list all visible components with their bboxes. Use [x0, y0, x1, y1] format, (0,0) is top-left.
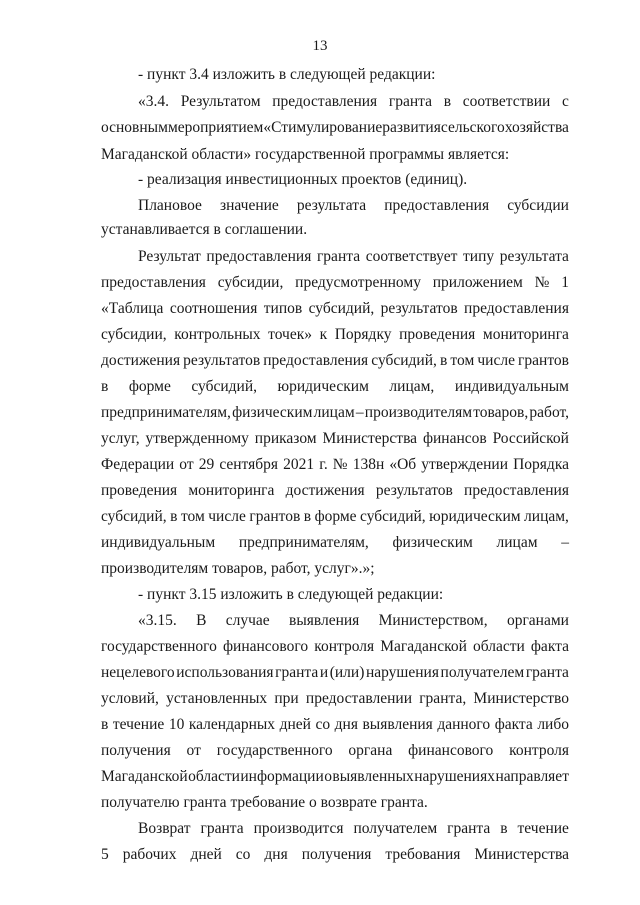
- word: грантов: [249, 508, 301, 525]
- word: государственного: [101, 638, 217, 655]
- word: (или): [329, 664, 365, 681]
- word: 138н: [352, 456, 385, 473]
- word: о: [324, 768, 332, 785]
- word: органа: [348, 742, 393, 759]
- word: –: [355, 404, 364, 421]
- word: финансового: [223, 638, 309, 655]
- text-line: - пункт 3.15 изложить в следующей редакции:: [138, 586, 444, 603]
- word: результатов: [380, 300, 458, 317]
- text-line: получателю гранта требование о возврате гранта.: [101, 794, 428, 811]
- text-line: Магаданской области» государственной программы является:: [101, 146, 510, 163]
- word: Возврат: [138, 820, 191, 837]
- word: товаров,: [473, 404, 529, 421]
- word: результата: [296, 197, 367, 214]
- word: работ,: [529, 404, 569, 421]
- word: значение: [219, 197, 279, 214]
- text-line: [101, 457, 569, 473]
- word: нарушения: [365, 664, 439, 681]
- word: области: [472, 638, 525, 655]
- text-line: [138, 613, 569, 629]
- word: субсидии,: [217, 274, 284, 291]
- word: в: [440, 352, 448, 369]
- word: Федерации: [101, 456, 175, 473]
- word: юридическим: [429, 508, 521, 525]
- word: В: [196, 612, 207, 629]
- word: гранта: [388, 93, 432, 110]
- word: условий,: [101, 690, 159, 707]
- word: финансового: [408, 742, 494, 759]
- word: форме: [314, 508, 357, 525]
- word: «Об: [389, 456, 417, 473]
- word: сентября: [219, 456, 279, 473]
- word: Результатом: [180, 93, 261, 110]
- word: рабочих: [122, 846, 177, 863]
- text-line: [101, 769, 569, 785]
- word: числе: [208, 508, 246, 525]
- word: течение: [112, 716, 165, 733]
- word: в: [303, 508, 312, 525]
- page-number: 13: [312, 38, 328, 54]
- text-line: [101, 717, 569, 733]
- word: утверждении: [421, 456, 509, 473]
- word: дня: [264, 846, 288, 863]
- word: требования: [385, 846, 461, 863]
- word: от: [186, 742, 201, 759]
- word: получения: [301, 846, 372, 863]
- text-line: [138, 94, 569, 110]
- word: субсидий,: [371, 352, 437, 369]
- text-line: [138, 821, 569, 837]
- word: со: [235, 846, 251, 863]
- word: том: [180, 508, 205, 525]
- word: предоставления: [464, 300, 569, 317]
- word: субсидий,: [101, 508, 167, 525]
- word: календарных: [188, 716, 276, 733]
- text-line: [101, 275, 569, 291]
- word: предоставления: [272, 93, 378, 110]
- word: предоставлении: [305, 690, 412, 707]
- word: предпринимателям,: [238, 534, 369, 551]
- text-line: [138, 198, 569, 214]
- word: предоставления: [101, 274, 206, 291]
- word: нецелевого: [101, 664, 175, 681]
- text-line: [101, 691, 569, 707]
- word: субсидии: [507, 197, 569, 214]
- word: физическим: [392, 534, 473, 551]
- word: в: [170, 508, 178, 525]
- word: получателем: [440, 664, 525, 681]
- text-line: [101, 120, 569, 136]
- word: услуг,: [101, 430, 140, 447]
- word: проведения: [101, 482, 178, 499]
- word: форме: [128, 378, 171, 395]
- text-line: [101, 301, 569, 317]
- word: индивидуальным: [101, 534, 216, 551]
- word: №: [534, 274, 550, 291]
- word: утвержденному: [145, 430, 249, 447]
- text-line: [101, 665, 569, 681]
- word: развития: [382, 119, 441, 136]
- word: от: [179, 456, 194, 473]
- word: типов: [263, 300, 303, 317]
- word: мероприятием: [167, 119, 264, 136]
- word: в: [500, 820, 508, 837]
- word: Плановое: [138, 197, 202, 214]
- word: в: [101, 378, 109, 395]
- word: грантов: [518, 352, 569, 369]
- word: 5: [101, 846, 109, 863]
- word: хозяйства: [504, 119, 569, 136]
- word: результата: [499, 248, 569, 265]
- word: производится: [253, 820, 344, 837]
- word: результатов: [375, 482, 453, 499]
- word: индивидуальным: [454, 378, 569, 395]
- word: Российской: [492, 430, 569, 447]
- word: предоставления: [464, 482, 569, 499]
- word: Министерством,: [378, 612, 488, 629]
- word: области: [188, 768, 240, 785]
- word: лицам,: [389, 378, 435, 395]
- word: типу: [463, 248, 495, 265]
- word: лицам: [313, 404, 355, 421]
- word: приложением: [432, 274, 523, 291]
- word: выявления: [289, 612, 360, 629]
- word: 2021: [283, 456, 315, 473]
- text-line: [101, 431, 569, 447]
- word: органами: [506, 612, 569, 629]
- word: гранта: [200, 820, 244, 837]
- word: выявления: [362, 716, 433, 733]
- word: производителям: [364, 404, 473, 421]
- word: №: [332, 456, 348, 473]
- text-line: [101, 483, 569, 499]
- word: контроля: [509, 742, 569, 759]
- word: проведения: [399, 326, 476, 343]
- word: установленных: [166, 690, 268, 707]
- word: в: [443, 93, 452, 110]
- word: Порядку: [334, 326, 392, 343]
- word: субсидий,: [360, 508, 426, 525]
- word: Министерства: [474, 846, 569, 863]
- word: использования: [176, 664, 274, 681]
- word: «Стимулирование: [263, 119, 383, 136]
- word: либо: [537, 716, 569, 733]
- word: соотношения: [169, 300, 258, 317]
- word: юридическим: [277, 378, 369, 395]
- word: том: [450, 352, 475, 369]
- word: финансов: [422, 430, 487, 447]
- word: получения: [101, 742, 171, 759]
- word: в: [101, 716, 109, 733]
- word: Магаданской: [101, 768, 188, 785]
- word: Результат: [138, 248, 201, 265]
- word: данного: [437, 716, 491, 733]
- word: Министерство: [473, 690, 569, 707]
- word: предоставления: [263, 352, 369, 369]
- text-line: [101, 405, 569, 421]
- word: субсидии,: [101, 326, 167, 343]
- word: «3.4.: [138, 93, 169, 110]
- word: Министерства: [322, 430, 418, 447]
- word: лицам,: [524, 508, 569, 525]
- word: контроля: [314, 638, 375, 655]
- word: предоставления: [206, 248, 312, 265]
- text-line: [101, 639, 569, 655]
- word: физическим: [232, 404, 313, 421]
- word: контрольных: [174, 326, 261, 343]
- text-line: производителям товаров, работ, услуг».»;: [101, 560, 375, 577]
- word: предоставления: [384, 197, 490, 214]
- word: приказом: [254, 430, 317, 447]
- word: «3.15.: [138, 612, 177, 629]
- word: субсидий,: [308, 300, 375, 317]
- text-line: устанавливается в соглашении.: [101, 221, 308, 238]
- word: дней: [279, 716, 311, 733]
- word: Порядка: [513, 456, 569, 473]
- text-line: - пункт 3.4 изложить в следующей редакции:: [138, 66, 436, 83]
- word: г.: [319, 456, 328, 473]
- word: нарушениях: [414, 768, 495, 785]
- word: соответствует: [365, 248, 458, 265]
- word: случае: [225, 612, 270, 629]
- word: выявленных: [332, 768, 414, 785]
- word: результатов: [183, 352, 261, 369]
- word: дня: [334, 716, 358, 733]
- word: мониторинга: [482, 326, 569, 343]
- text-line: - реализация инвестиционных проектов (единиц).: [138, 171, 468, 188]
- word: получателем: [353, 820, 438, 837]
- word: государственного: [216, 742, 333, 759]
- word: факта: [494, 716, 533, 733]
- word: достижения: [101, 352, 181, 369]
- word: 29: [198, 456, 215, 473]
- word: мониторинга: [188, 482, 275, 499]
- text-line: [101, 509, 569, 525]
- word: точек»: [268, 326, 313, 343]
- word: при: [274, 690, 299, 707]
- word: гранта: [316, 248, 361, 265]
- word: к: [319, 326, 328, 343]
- word: предпринимателям,: [101, 404, 231, 421]
- word: сельского: [440, 119, 505, 136]
- word: факта: [530, 638, 569, 655]
- text-line: [101, 535, 569, 551]
- text-line: [101, 327, 569, 343]
- word: гранта: [275, 664, 319, 681]
- word: направляет: [495, 768, 569, 785]
- text-line: [101, 379, 569, 395]
- word: Магаданской: [380, 638, 467, 655]
- word: информации: [240, 768, 324, 785]
- text-line: [101, 847, 569, 863]
- word: гранта,: [419, 690, 467, 707]
- text-line: [138, 249, 569, 265]
- word: дней: [190, 846, 222, 863]
- word: гранта: [525, 664, 569, 681]
- word: лицам: [496, 534, 538, 551]
- text-line: [101, 743, 569, 759]
- word: с: [562, 93, 569, 110]
- word: числе: [477, 352, 515, 369]
- word: со: [315, 716, 331, 733]
- word: субсидий,: [191, 378, 257, 395]
- word: «Таблица: [101, 300, 164, 317]
- word: и: [319, 664, 329, 681]
- word: предусмотренному: [295, 274, 421, 291]
- word: течение: [517, 820, 569, 837]
- word: гранта: [447, 820, 491, 837]
- word: 1: [561, 274, 569, 291]
- word: –: [561, 534, 569, 551]
- word: основным: [101, 119, 168, 136]
- word: 10: [168, 716, 185, 733]
- word: соответствии: [462, 93, 551, 110]
- text-line: [101, 353, 569, 369]
- word: достижения: [285, 482, 365, 499]
